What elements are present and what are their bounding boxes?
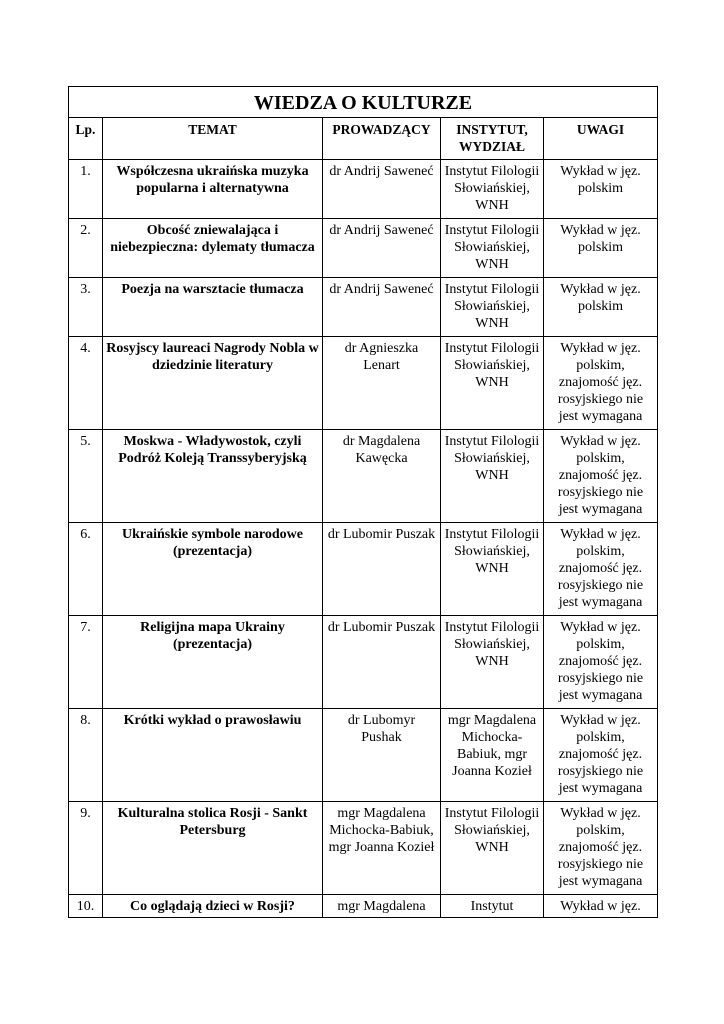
row-lp: 1.: [69, 160, 103, 219]
row-topic: Współczesna ukraińska muzyka popularna i alternatywna: [103, 160, 323, 219]
row-notes: Wykład w jęz. polskim: [544, 219, 658, 278]
row-notes: Wykład w jęz. polskim: [544, 160, 658, 219]
row-institute: Instytut Filologii Słowiańskiej, WNH: [441, 337, 544, 430]
row-topic: Kulturalna stolica Rosji - Sankt Petersburg: [103, 802, 323, 895]
course-table: [68, 86, 658, 918]
row-notes: Wykład w jęz. polskim, znajomość jęz. rosyjskiego nie jest wymagana: [544, 709, 658, 802]
row-topic: Ukraińskie symbole narodowe (prezentacja): [103, 523, 323, 616]
row-topic: Poezja na warsztacie tłumacza: [103, 278, 323, 337]
row-notes: Wykład w jęz. polskim: [544, 278, 658, 337]
row-lecturer: dr Lubomir Puszak: [323, 616, 441, 709]
header-institute: INSTYTUT, WYDZIAŁ: [441, 118, 544, 160]
table-row: [69, 895, 658, 918]
row-lecturer: mgr Magdalena Michocka-Babiuk, mgr Joanna Kozieł: [323, 802, 441, 895]
row-lecturer: dr Magdalena Kawęcka: [323, 430, 441, 523]
table-title-row: [69, 87, 658, 118]
table-row: [69, 616, 658, 709]
row-institute: Instytut Filologii Słowiańskiej, WNH: [441, 219, 544, 278]
row-institute: Instytut: [441, 895, 544, 918]
row-lp: 5.: [69, 430, 103, 523]
row-topic: Religijna mapa Ukrainy (prezentacja): [103, 616, 323, 709]
row-lecturer: mgr Magdalena: [323, 895, 441, 918]
row-lecturer: dr Andrij Saweneć: [323, 160, 441, 219]
header-lecturer: PROWADZĄCY: [323, 118, 441, 160]
row-institute: Instytut Filologii Słowiańskiej, WNH: [441, 802, 544, 895]
row-lecturer: dr Andrij Saweneć: [323, 278, 441, 337]
row-notes: Wykład w jęz.: [544, 895, 658, 918]
row-lp: 6.: [69, 523, 103, 616]
row-lp: 2.: [69, 219, 103, 278]
header-lp: Lp.: [69, 118, 103, 160]
header-topic: TEMAT: [103, 118, 323, 160]
header-notes: UWAGI: [544, 118, 658, 160]
row-institute: Instytut Filologii Słowiańskiej, WNH: [441, 430, 544, 523]
row-institute: Instytut Filologii Słowiańskiej, WNH: [441, 616, 544, 709]
row-notes: Wykład w jęz. polskim, znajomość jęz. rosyjskiego nie jest wymagana: [544, 802, 658, 895]
row-institute: mgr Magdalena Michocka-Babiuk, mgr Joanna Kozieł: [441, 709, 544, 802]
row-lp: 3.: [69, 278, 103, 337]
row-lecturer: dr Lubomyr Pushak: [323, 709, 441, 802]
row-notes: Wykład w jęz. polskim, znajomość jęz. rosyjskiego nie jest wymagana: [544, 337, 658, 430]
row-notes: Wykład w jęz. polskim, znajomość jęz. rosyjskiego nie jest wymagana: [544, 523, 658, 616]
table-row: [69, 802, 658, 895]
row-lecturer: dr Lubomir Puszak: [323, 523, 441, 616]
row-lp: 10.: [69, 895, 103, 918]
row-topic: Moskwa - Władywostok, czyli Podróż Koleją Transsyberyjską: [103, 430, 323, 523]
row-lecturer: dr Andrij Saweneć: [323, 219, 441, 278]
table-row: [69, 219, 658, 278]
table-row: [69, 709, 658, 802]
row-institute: Instytut Filologii Słowiańskiej, WNH: [441, 523, 544, 616]
table-row: [69, 523, 658, 616]
row-topic: Rosyjscy laureaci Nagrody Nobla w dziedzinie literatury: [103, 337, 323, 430]
row-institute: Instytut Filologii Słowiańskiej, WNH: [441, 160, 544, 219]
table-title: WIEDZA O KULTURZE: [69, 87, 658, 118]
table-row: [69, 430, 658, 523]
table-row: [69, 160, 658, 219]
row-notes: Wykład w jęz. polskim, znajomość jęz. rosyjskiego nie jest wymagana: [544, 616, 658, 709]
row-topic: Obcość zniewalająca i niebezpieczna: dylematy tłumacza: [103, 219, 323, 278]
table-header-row: [69, 118, 658, 160]
row-lp: 4.: [69, 337, 103, 430]
row-lp: 8.: [69, 709, 103, 802]
table-row: [69, 278, 658, 337]
row-notes: Wykład w jęz. polskim, znajomość jęz. rosyjskiego nie jest wymagana: [544, 430, 658, 523]
row-institute: Instytut Filologii Słowiańskiej, WNH: [441, 278, 544, 337]
row-lp: 7.: [69, 616, 103, 709]
row-lp: 9.: [69, 802, 103, 895]
row-lecturer: dr Agnieszka Lenart: [323, 337, 441, 430]
row-topic: Krótki wykład o prawosławiu: [103, 709, 323, 802]
row-topic: Co oglądają dzieci w Rosji?: [103, 895, 323, 918]
table-row: [69, 337, 658, 430]
